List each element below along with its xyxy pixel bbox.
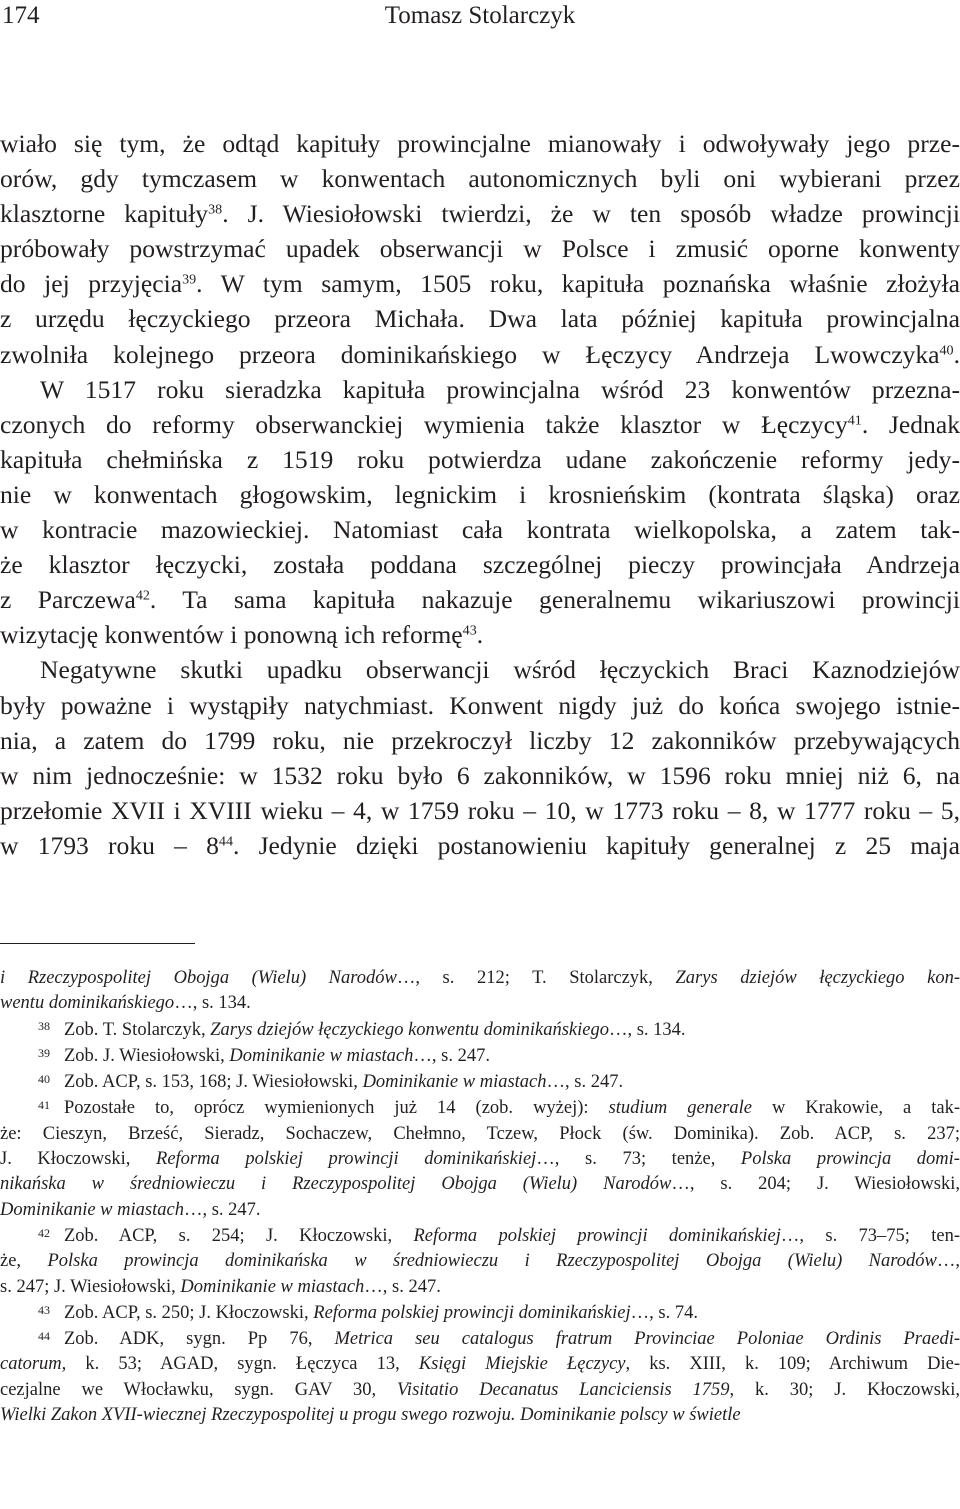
text-line: przełomie XVII i XVIII wieku – 4, w 1759 roku – 10, w 1773 roku – 8, w 1777 roku – 5, <box>0 795 960 825</box>
text-line: Negatywne skutki upadku obserwancji wśród łęczyckich Braci Kaznodziejów <box>40 655 960 685</box>
footnote-ref[interactable]: 42 <box>135 587 150 604</box>
italic-title: Polska prowincja dominikańska w średniowieczu i Rzeczypospolitej Obojga (Wielu) Narodów <box>47 1251 937 1272</box>
text-line: wiało się tym, że odtąd kapituły prowincjalne mianowały i odwoływały jego prze- <box>0 129 960 158</box>
main-text <box>0 126 960 863</box>
text-line: do jej przyjęcia$^{39}$. W tym samym, 1505 roku, kapituła poznańska właśnie złożyła <box>0 269 960 299</box>
text-line: nia, a zatem do 1799 roku, nie przekroczył liczby 12 zakonników przebywających <box>0 725 960 755</box>
italic-title: Zarys dziejów łęczyckiego kon- <box>675 968 960 988</box>
text-line: wizytację konwentów i ponowną ich reformę$^{43}$. <box>0 620 484 650</box>
footnote-ref[interactable]: 39 <box>182 271 197 288</box>
footnote-line: że, Polska prowincja dominikańska w średniowieczu i Rzeczypospolitej Obojga (Wielu) Narodów…, <box>0 1251 960 1272</box>
footnote-continuation <box>0 966 960 1017</box>
text-line: kapituła chełmińska z 1519 roku potwierdza udane zakończenie reformy jedy- <box>0 444 960 474</box>
paragraph-1 <box>0 126 960 652</box>
footnote-39 <box>0 1044 960 1069</box>
italic-title: Reforma polskiej prowincji dominikańskiej <box>413 1225 781 1246</box>
text-line: w kontracie mazowieckiej. Natomiast cała kontrata wielkopolska, a zatem tak- <box>0 515 960 545</box>
footnote-42 <box>0 1224 960 1300</box>
footnote-line: 38 Zob. T. Stolarczyk, Zarys dziejów łęczyckiego konwentu dominikańskiego…, s. 134. <box>38 1019 686 1040</box>
italic-title: Reforma polskiej prowincji dominikańskiej <box>156 1149 537 1170</box>
footnote-line: s. 247; J. Wiesiołowski, Dominikanie w miastach…, s. 247. <box>0 1276 441 1297</box>
text-line: orów, gdy tymczasem w konwentach autonomicznych byli oni wybierani przez <box>0 164 960 194</box>
text-line: czonych do reformy obserwanckiej wymienia także klasztor w Łęczycy$^{41}$. Jednak <box>0 409 960 439</box>
italic-title: Dominikanie w miastach <box>0 1199 184 1220</box>
italic-title: Metrica seu catalogus fratrum Provinciae Poloniae Ordinis Praedi- <box>334 1329 960 1350</box>
italic-title: catorum <box>0 1354 62 1375</box>
italic-title: Zarys dziejów łęczyckiego konwentu dominikańskiego <box>210 1019 609 1040</box>
text-line: klasztorne kapituły$^{38}$. J. Wiesiołowski twierdzi, że w ten sposób władze prowincji <box>0 199 960 229</box>
footnote-line: cezjalne we Włocławku, sygn. GAV 30, Visitatio Decanatus Lanciciensis 1759, k. 30; J. Kłoczowski, <box>0 1379 960 1400</box>
footnote-43 <box>0 1301 960 1326</box>
footnote-line: 44 Zob. ADK, sygn. Pp 76, Metrica seu catalogus fratrum Provinciae Poloniae Ordinis Praedi- <box>38 1328 960 1350</box>
footnote-41 <box>0 1096 960 1222</box>
footnote-line: Dominikanie w miastach…, s. 247. <box>0 1199 261 1220</box>
italic-title: Księgi Miejskie Łęczycy <box>418 1354 626 1375</box>
footnote-line: i Rzeczypospolitej Obojga (Wielu) Narodów…, s. 212; T. Stolarczyk, Zarys dziejów łęczyckiego kon- <box>0 968 960 988</box>
italic-title: Dominikanie w miastach <box>180 1276 365 1297</box>
text-line: nie w konwentach głogowskim, legnickim i krosnieńskim (kontrata śląska) oraz <box>0 479 960 509</box>
footnote-ref[interactable]: 41 <box>847 412 862 429</box>
footnote-line: 41 Pozostałe to, oprócz wymienionych już 14 (zob. wyżej): studium generale w Krakowie, a tak- <box>38 1098 960 1119</box>
paragraph-2 <box>0 652 960 863</box>
footnote-line: 42 Zob. ACP, s. 254; J. Kłoczowski, Reforma polskiej prowincji dominikańskiej…, s. 73–75; ten- <box>38 1225 960 1246</box>
footnote-line: catorum, k. 53; AGAD, sygn. Łęczyca 13, Księgi Miejskie Łęczycy, ks. XIII, k. 109; Archiwum Die- <box>0 1354 960 1375</box>
text-line: z Parczewa$^{42}$. Ta sama kapituła nakazuje generalnemu wikariuszowi prowincji <box>0 585 960 615</box>
page-number: 174 <box>2 2 40 29</box>
italic-title: i Rzeczypospolitej Obojga (Wielu) Narodów <box>0 968 397 988</box>
italic-title: Reforma polskiej prowincji dominikańskiej <box>313 1302 631 1323</box>
footnote-line: 39 Zob. J. Wiesiołowski, Dominikanie w miastach…, s. 247. <box>38 1045 490 1066</box>
italic-title: studium generale <box>608 1098 752 1119</box>
italic-title: Wielki Zakon XVII-wiecznej Rzeczypospolitej u progu swego rozwoju. Dominikanie polscy w świetle <box>0 1405 741 1426</box>
italic-title: Polska prowincja domi- <box>740 1149 960 1170</box>
footnotes <box>0 966 960 1429</box>
footnote-line: J. Kłoczowski, Reforma polskiej prowincji dominikańskiej…, s. 73; tenże, Polska prowincja domi- <box>0 1149 960 1170</box>
footnote-line: że: Cieszyn, Brześć, Sieradz, Sochaczew, Chełmno, Tczew, Płock (św. Dominika). Zob. ACP, s. 237; <box>0 1123 960 1144</box>
running-title-author: Tomasz Stolarczyk <box>384 2 576 29</box>
text-line: w 1793 roku – $8^{44}$. Jedynie dzięki postanowieniu kapituły generalnej z 25 maja <box>0 830 960 860</box>
footnote-line: 40 Zob. ACP, s. 153, 168; J. Wiesiołowski, Dominikanie w miastach…, s. 247. <box>38 1071 624 1093</box>
footnote-ref[interactable]: 43 <box>462 622 477 639</box>
footnote-line: wentu dominikańskiego…, s. 134. <box>0 993 251 1014</box>
text-line: w nim jednocześnie: w 1532 roku było 6 zakonników, w 1596 roku mniej niż 6, na <box>0 760 960 790</box>
running-head <box>0 2 960 32</box>
italic-title: nikańska w średniowieczu i Rzeczypospolitej Obojga (Wielu) Narodów <box>0 1174 672 1195</box>
italic-title: Visitatio Decanatus Lanciciensis 1759 <box>397 1379 730 1400</box>
footnote-ref[interactable]: 38 <box>208 201 223 218</box>
footnote-separator <box>0 943 195 944</box>
text-line: W 1517 roku sieradzka kapituła prowincjalna wśród 23 konwentów przezna- <box>40 374 960 404</box>
text-line: z urzędu łęczyckiego przeora Michała. Dwa lata później kapituła prowincjalna <box>0 304 960 334</box>
italic-title: wentu dominikańskiego <box>0 993 175 1014</box>
footnote-ref[interactable]: 40 <box>939 342 954 359</box>
text-line: zwolniła kolejnego przeora dominikańskiego w Łęczycy Andrzeja Lwowczyka$^{40}$. <box>0 339 960 369</box>
text-line: były poważne i wystąpiły natychmiast. Konwent nigdy już do końca swojego istnie- <box>0 690 960 720</box>
footnote-line: nikańska w średniowieczu i Rzeczypospolitej Obojga (Wielu) Narodów…, s. 204; J. Wiesiołowski, <box>0 1174 960 1195</box>
footnote-line <box>0 1403 960 1428</box>
italic-title: Dominikanie w miastach <box>229 1045 414 1066</box>
text-line: że klasztor łęczycki, została poddana szczególnej pieczy prowincjała Andrzeja <box>0 550 960 580</box>
italic-title: Dominikanie w miastach <box>362 1072 547 1093</box>
footnote-ref[interactable]: 44 <box>218 833 233 850</box>
text-line: próbowały powstrzymać upadek obserwancji w Polsce i zmusić oporne konwenty <box>0 234 960 264</box>
footnote-38 <box>0 1018 960 1043</box>
footnote-44 <box>0 1327 960 1428</box>
footnote-40 <box>0 1070 960 1095</box>
footnote-line: 43 Zob. ACP, s. 250; J. Kłoczowski, Reforma polskiej prowincji dominikańskiej…, s. 74. <box>38 1302 698 1323</box>
